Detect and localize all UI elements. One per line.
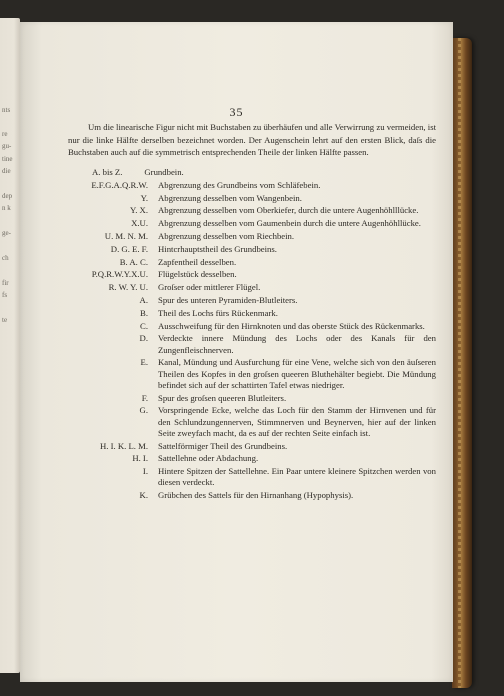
legend-entry [20, 466, 453, 488]
entry-description: Abgrenzung desselben vom Gaumenbein durch die untere Augenhöhllücke. [158, 218, 421, 229]
entry-description: Vorspringende Ecke, welche das Loch für den Stamm der Hirnvenen und für den Schlundzungennerven, Stimmnerven und Beynerven, hier auf der linken Seite zweyfach macht, da es auf der rechten Seite einfach ist. [158, 405, 436, 438]
entry-label: A. [139, 294, 148, 305]
facing-page-fragment: ge- [2, 229, 11, 237]
entry-label: F. [141, 392, 148, 403]
entry-description: Hintcrhauptstheil des Grundbeins. [158, 243, 277, 254]
legend-entry [20, 453, 453, 464]
legend-entry [20, 231, 453, 242]
entry-label: I. [142, 466, 148, 477]
legend-entry [20, 205, 453, 216]
entry-description: Sattelförmiger Theil des Grundbeins. [158, 440, 288, 451]
entry-description: Abgrenzung desselben vom Riechbein. [158, 230, 295, 241]
facing-page-fragment: die [2, 167, 11, 175]
entry-description: Grübchen des Sattels für den Hirnanhang (Hypophysis). [158, 490, 354, 501]
entry-label: A. bis Z. [92, 167, 123, 177]
entry-description: Zapfentheil desselben. [158, 256, 237, 267]
facing-page-fragment: ch [2, 254, 9, 262]
facing-page-fragment: nts [2, 106, 11, 114]
entry-label: B. [140, 307, 148, 318]
entry-label: C. [140, 320, 148, 331]
legend-entry [20, 269, 453, 280]
entry-description: Grundbein. [144, 167, 184, 177]
entry-label: E.F.G.A.Q.R.W. [91, 179, 148, 190]
entry-label: H. I. K. L. M. [99, 440, 148, 451]
book-binding-edge [452, 38, 472, 688]
entry-description: Sattellehne oder Abdachung. [158, 453, 259, 464]
entry-label: D. G. E. F. [110, 243, 148, 254]
entry-description: Abgrenzung desselben vom Oberkiefer, durch die untere Augenhöhlllücke. [158, 205, 419, 216]
entry-description: Abgrenzung desselben vom Wangenbein. [158, 192, 302, 203]
entry-description: Verdeckte innere Mündung des Lochs oder des Kanals für den Zungenfleischnerven. [158, 333, 436, 355]
legend-entry [20, 218, 453, 229]
entry-description: Hintere Spitzen der Sattellehne. Ein Paar untere kleinere Spitzchen werden von diesen verdeckt. [158, 466, 436, 488]
legend-entry-list [20, 167, 453, 503]
facing-page-fragment: fs [2, 291, 8, 299]
entry-description: Theil des Lochs fürs Rückenmark. [158, 307, 278, 318]
entry-description: Spur des groſsen queeren Blutleiters. [158, 392, 287, 403]
facing-page-fragment: re [2, 130, 8, 138]
entry-label: D. [139, 333, 148, 344]
entry-label: G. [139, 405, 148, 416]
facing-page-fragment: n k [2, 204, 11, 212]
entry-label: Y. X. [130, 205, 148, 216]
entry-description: Spur des unteren Pyramiden-Blutleiters. [158, 294, 298, 305]
legend-entry [20, 321, 453, 332]
facing-page-edge [0, 18, 20, 673]
facing-page-fragment: dep [2, 192, 13, 200]
facing-page-fragment: fir [2, 279, 9, 287]
legend-entry [20, 257, 453, 268]
legend-entry [20, 357, 453, 391]
entry-label: B. A. C. [119, 256, 148, 267]
entry-label: U. M. N. M. [104, 230, 148, 241]
facing-page-fragment: gu- [2, 142, 12, 150]
entry-description: Groſser oder mittlerer Flügel. [158, 282, 261, 293]
legend-entry [20, 333, 453, 355]
entry-label: P.Q.R.W.Y.X.U. [91, 269, 148, 280]
legend-entry [20, 393, 453, 404]
entry-label: H. I. [132, 453, 148, 464]
legend-entry [20, 308, 453, 319]
entry-label: R. W. Y. U. [108, 282, 148, 293]
legend-entry [20, 167, 453, 178]
facing-page-fragment: tine [2, 155, 13, 163]
entry-description: Kanal, Mündung und Ausfurchung für eine Vene, welche sich von den äuſseren Theilen des Kopfes in den groſsen queeren Bluthehälter begiebt. Die Mündung befindet sich auf der schattirten Tafel etwas niedriger. [158, 357, 436, 390]
book-page [20, 22, 453, 682]
legend-entry [20, 180, 453, 191]
legend-entry [20, 193, 453, 204]
entry-label: E. [140, 357, 148, 368]
entry-description: Abgrenzung des Grundbeins vom Schläfebein. [158, 179, 321, 190]
entry-label: Y. [140, 192, 148, 203]
facing-page-fragment: te [2, 316, 8, 324]
entry-label: X.U. [131, 218, 148, 229]
intro-paragraph: Um die linearische Figur nicht mit Buchstaben zu überhäufen und alle Verwirrung zu vermeiden, ist nur die linke Hälfte derselben bezeichnet worden. Der Augenschein lehrt auf den ersten Blick, daſs die Buchstaben auch auf die symmetrisch entsprechenden Theile der linken Hälfte passen. [68, 122, 436, 157]
legend-entry [20, 441, 453, 452]
page-number: 35 [229, 105, 244, 119]
legend-entry [20, 282, 453, 293]
legend-entry [20, 490, 453, 501]
entry-description: Ausschweifung für den Hirnknoten und das oberste Stück des Rückenmarks. [158, 320, 425, 331]
entry-label: K. [139, 490, 148, 501]
entry-description: Flügelstück desselben. [158, 269, 237, 280]
legend-entry [20, 405, 453, 439]
legend-entry [20, 244, 453, 255]
legend-entry [20, 295, 453, 306]
